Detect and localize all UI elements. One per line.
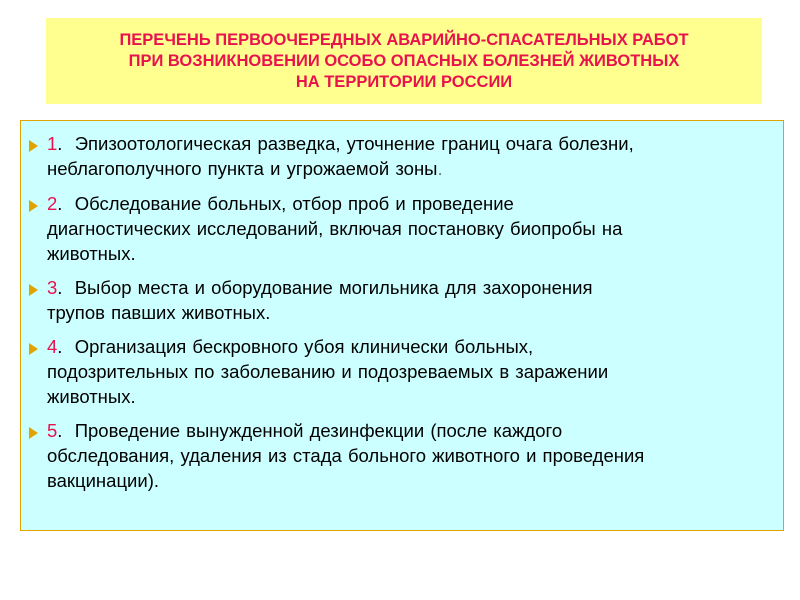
item-2-line-1: Обследование больных, отбор проб и проведение (74, 193, 514, 214)
item-1-line-1: Эпизоотологическая разведка, уточнение границ очага болезни, (74, 133, 634, 154)
item-4-line-2: подозрительных по заболеванию и подозреваемых в заражении (47, 361, 609, 382)
item-5-line-3: вакцинации). (47, 470, 160, 491)
item-4-line-1: Организация бескровного убоя клинически больных, (74, 336, 534, 357)
item-number: 4 (47, 336, 58, 357)
triangle-bullet-icon (29, 140, 38, 152)
item-2-line-3: животных. (47, 243, 136, 264)
item-5-text: 5. Проведение вынужденной дезинфекции (после каждого обследования, удаления из стада больного животного и проведения вакцинации). (47, 420, 645, 491)
title-line-3: НА ТЕРРИТОРИИ РОССИИ (295, 72, 513, 91)
triangle-bullet-icon (29, 343, 38, 355)
item-4-line-3: животных. (47, 386, 136, 407)
item-2-line-2: диагностических исследований, включая постановку биопробы на (47, 218, 623, 239)
item-number: 5 (47, 420, 58, 441)
item-2-text: 2. Обследование больных, отбор проб и проведение диагностических исследований, включая постановку биопробы на животных. (47, 193, 623, 264)
triangle-bullet-icon (29, 427, 38, 439)
triangle-bullet-icon (29, 200, 38, 212)
item-1-text: 1. Эпизоотологическая разведка, уточнение границ очага болезни, неблагополучного пункта и угрожаемой зоны. (47, 133, 634, 179)
item-number: 1 (47, 133, 58, 154)
item-4-text: 4. Организация бескровного убоя клинически больных, подозрительных по заболеванию и подозреваемых в заражении животных. (47, 336, 609, 407)
title-line-2: ПРИ ВОЗНИКНОВЕНИИ ОСОБО ОПАСНЫХ БОЛЕЗНЕЙ ЖИВОТНЫХ (128, 51, 680, 70)
item-number: 3 (47, 277, 58, 298)
item-5-line-1: Проведение вынужденной дезинфекции (после каждого (74, 420, 563, 441)
content-panel (20, 120, 784, 531)
title-banner (46, 18, 762, 104)
item-3-text: 3. Выбор места и оборудование могильника для захоронения трупов павших животных. (47, 277, 593, 323)
triangle-bullet-icon (29, 284, 38, 296)
item-3-line-2: трупов павших животных. (47, 302, 271, 323)
item-3-line-1: Выбор места и оборудование могильника для захоронения (74, 277, 593, 298)
item-1-tail: . (437, 158, 443, 179)
item-5-line-2: обследования, удаления из стада больного животного и проведения (47, 445, 645, 466)
title-line-1: ПЕРЕЧЕНЬ ПЕРВООЧЕРЕДНЫХ АВАРИЙНО-СПАСАТЕЛЬНЫХ РАБОТ (119, 30, 689, 49)
item-1-line-2: неблагополучного пункта и угрожаемой зоны (47, 158, 438, 179)
item-number: 2 (47, 193, 58, 214)
